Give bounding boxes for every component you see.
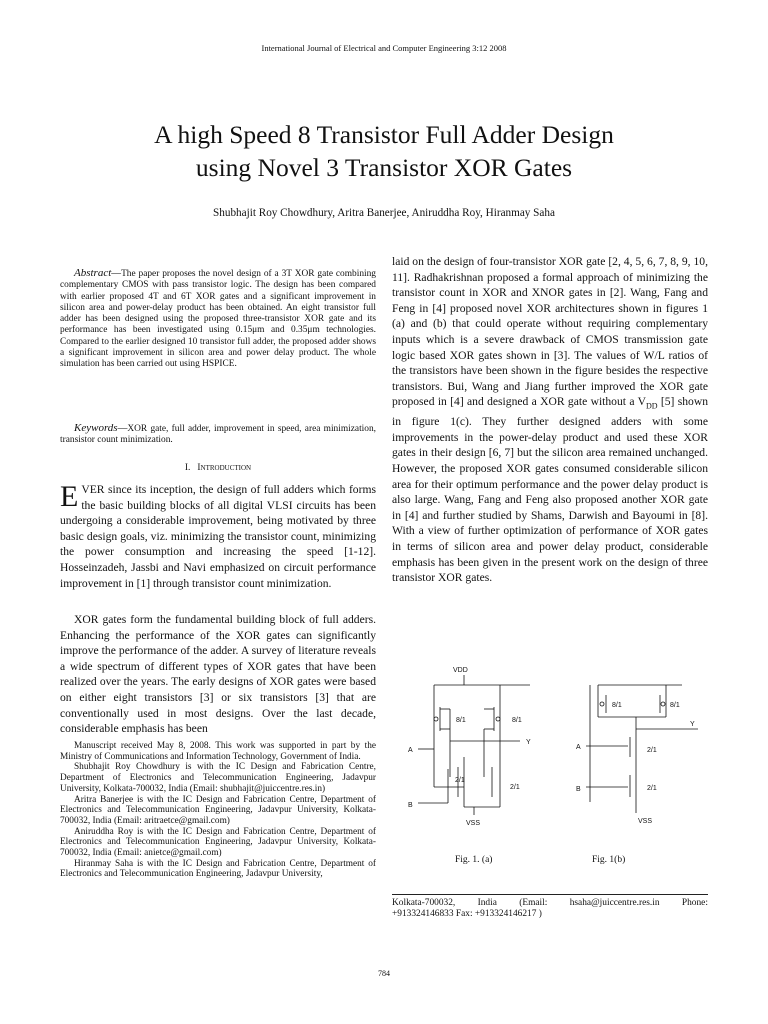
- cont-email-label: (Email:: [519, 898, 548, 908]
- fig-b-y-label: Y: [690, 721, 695, 728]
- abstract-label: Abstract—: [74, 267, 122, 279]
- author-list: Shubhajit Roy Chowdhury, Aritra Banerjee, Aniruddha Roy, Hiranmay Saha: [213, 207, 555, 219]
- footnotes: [60, 741, 376, 880]
- section-number: I.: [184, 463, 191, 473]
- abstract-text: The paper proposes the novel design of a 3T XOR gate combining complementary CMOS with pass transistor logic. The design has been compared with earlier proposed 4T and 6T XOR gates and a significant improvement in silicon area and power-delay product has been obtained. An eight transistor full adder has been designed using the proposed three-transistor XOR gate and its performance has been investigated using 0.15μm and 0.35μm technologies. Compared to the earlier designed 10 transistor full adder, the proposed adder shows a significant improvement in silicon area and power delay product. The whole simulation has been carried out using HSPICE.: [60, 269, 376, 370]
- right-text-part-a: laid on the design of four-transistor XOR gate [2, 4, 5, 6, 7, 8, 9, 10, 11]. Radhakrishnan proposed a formal approach of minimizing the transistor count in XOR and XNOR gates in [2]. Wang, Fang and Feng in [4] proposed novel XOR architectures shown in figures 1 (a) and (b) that could operate without requiring complementary inputs which is a severe drawback of CMOS transmission gate logic based XOR gates shown in [3]. The values of W/L ratios of the transistors have been shown in the figure besides the respective transistors. Bui, Wang and Jiang further improved the XOR gate proposed in [4] and designed a XOR gate without a V: [392, 255, 708, 409]
- cont-city: Kolkata-700032,: [392, 898, 456, 908]
- fig-b-wl-4: 2/1: [647, 785, 657, 792]
- cont-country: India: [477, 898, 497, 908]
- title-line-2: using Novel 3 Transistor XOR Gates: [195, 153, 573, 182]
- footnote-author-3: Aniruddha Roy is with the IC Design and Fabrication Centre, Department of Electronics and Telecommunication Engineering, Jadavpur University, Kolkata-700032, India (Email: anietce@gmail.com): [60, 826, 376, 859]
- circuit-figure: [400, 657, 700, 833]
- cont-phone-label: Phone:: [681, 898, 708, 908]
- cont-phone-fax: +913324146833 Fax: +913324146217 ): [392, 909, 542, 919]
- journal-header: International Journal of Electrical and Computer Engineering 3:12 2008: [261, 43, 507, 53]
- footnote-continuation-row: [392, 898, 708, 909]
- footnote-divider: [392, 894, 708, 895]
- keywords: [60, 423, 376, 447]
- fig-a-input-a: A: [408, 747, 413, 754]
- body-paragraph-2: XOR gates form the fundamental building block of full adders. Enhancing the performance of the XOR gates can significantly improve the performance of the adder. A survey of literature reveals a wide spectrum of different types of XOR gates that have been realized over the years. The early designs of XOR gates were based on either eight transistors [3] or six transistors [3] that are conventionally used in most designs. Over the last decade, considerable emphasis has been: [60, 613, 376, 736]
- fig-b-wl-3: 2/1: [647, 747, 657, 754]
- section-heading: [60, 463, 376, 473]
- footnote-manuscript: Manuscript received May 8, 2008. This work was supported in part by the Ministry of Communications and Information Technology, Government of India.: [60, 741, 376, 762]
- circuit-fig-1b: [576, 685, 698, 825]
- title-line-1: A high Speed 8 Transistor Full Adder Design: [154, 120, 614, 149]
- intro-text: VER since its inception, the design of full adders which forms the basic building blocks of all digital VLSI circuits has been undergoing a considerable improvement, being motivated by three basic design goals, viz. minimizing the transistor count, minimizing the power consumption and increasing the speed [1-12]. Hosseinzadeh, Jassbi and Navi emphasized on circuit performance improvement in [1] through transistor count minimization.: [60, 483, 376, 590]
- fig-b-vss-label: VSS: [638, 818, 653, 825]
- circuit-fig-1a: [408, 667, 531, 827]
- fig-a-y-label: Y: [526, 739, 531, 746]
- fig-b-wl-2: 8/1: [670, 702, 680, 709]
- fig-a-wl-2: 8/1: [512, 717, 522, 724]
- fig-a-wl-4: 2/1: [510, 784, 520, 791]
- footnote-author-2: Aritra Banerjee is with the IC Design and Fabrication Centre, Department of Electronics and Telecommunication Engineering, Jadavpur University, Kolkata-700032, India (Email: aritraetce@gmail.com): [60, 794, 376, 826]
- cont-email: hsaha@juiccentre.res.in: [569, 898, 660, 908]
- fig-b-input-b: B: [576, 786, 581, 793]
- fig-b-wl-1: 8/1: [612, 702, 622, 709]
- figure-caption-b: Fig. 1(b): [592, 855, 626, 865]
- vdd-subscript: DD: [645, 401, 658, 411]
- footnote-continuation: [392, 898, 708, 920]
- paper-title: [60, 118, 708, 184]
- keywords-label: Keywords—: [74, 422, 128, 434]
- right-column-paragraph: [392, 254, 708, 586]
- section-title: Introduction: [197, 463, 252, 473]
- keywords-text: XOR gate, full adder, improvement in speed, area minimization, transistor count minimization.: [60, 424, 376, 446]
- page-number: 784: [378, 969, 390, 978]
- fig-a-wl-3: 2/1: [455, 777, 465, 784]
- fig-a-vss-label: VSS: [466, 820, 481, 827]
- abstract: [60, 268, 376, 371]
- right-text-part-b: [5] shown in figure 1(c). They further designed adders with some improvements in the power-delay product and used these XOR gates in their design [6, 7] but the silicon area remained unchanged. However, the proposed XOR gates consumed considerable silicon area for their optimum performance and the power delay product is also large. Wang, Fang and Feng also proposed another XOR gate in [4] and further studied by Shams, Darwish and Bayoumi in [8]. With a view of further optimization of performance of XOR gates in terms of silicon area and power delay product, considerable emphasis has been given in the present work on the design of three transistor XOR gates.: [392, 395, 708, 585]
- fig-a-vdd-label: VDD: [453, 667, 468, 674]
- intro-paragraph: [60, 482, 376, 591]
- fig-a-wl-1: 8/1: [456, 717, 466, 724]
- drop-cap: E: [60, 480, 79, 513]
- figure-caption-a: Fig. 1. (a): [455, 855, 493, 865]
- fig-b-input-a: A: [576, 744, 581, 751]
- footnote-author-4: Hiranmay Saha is with the IC Design and Fabrication Centre, Department of Electronics and Telecommunication Engineering, Jadavpur University,: [60, 858, 376, 880]
- footnote-author-1: Shubhajit Roy Chowdhury is with the IC Design and Fabrication Centre, Department of Electronics and Telecommunication Engineering, Jadavpur University, Kolkata-700032, India (Email: shubhajit@juiccentre.res.in): [60, 762, 376, 794]
- fig-a-input-b: B: [408, 802, 413, 809]
